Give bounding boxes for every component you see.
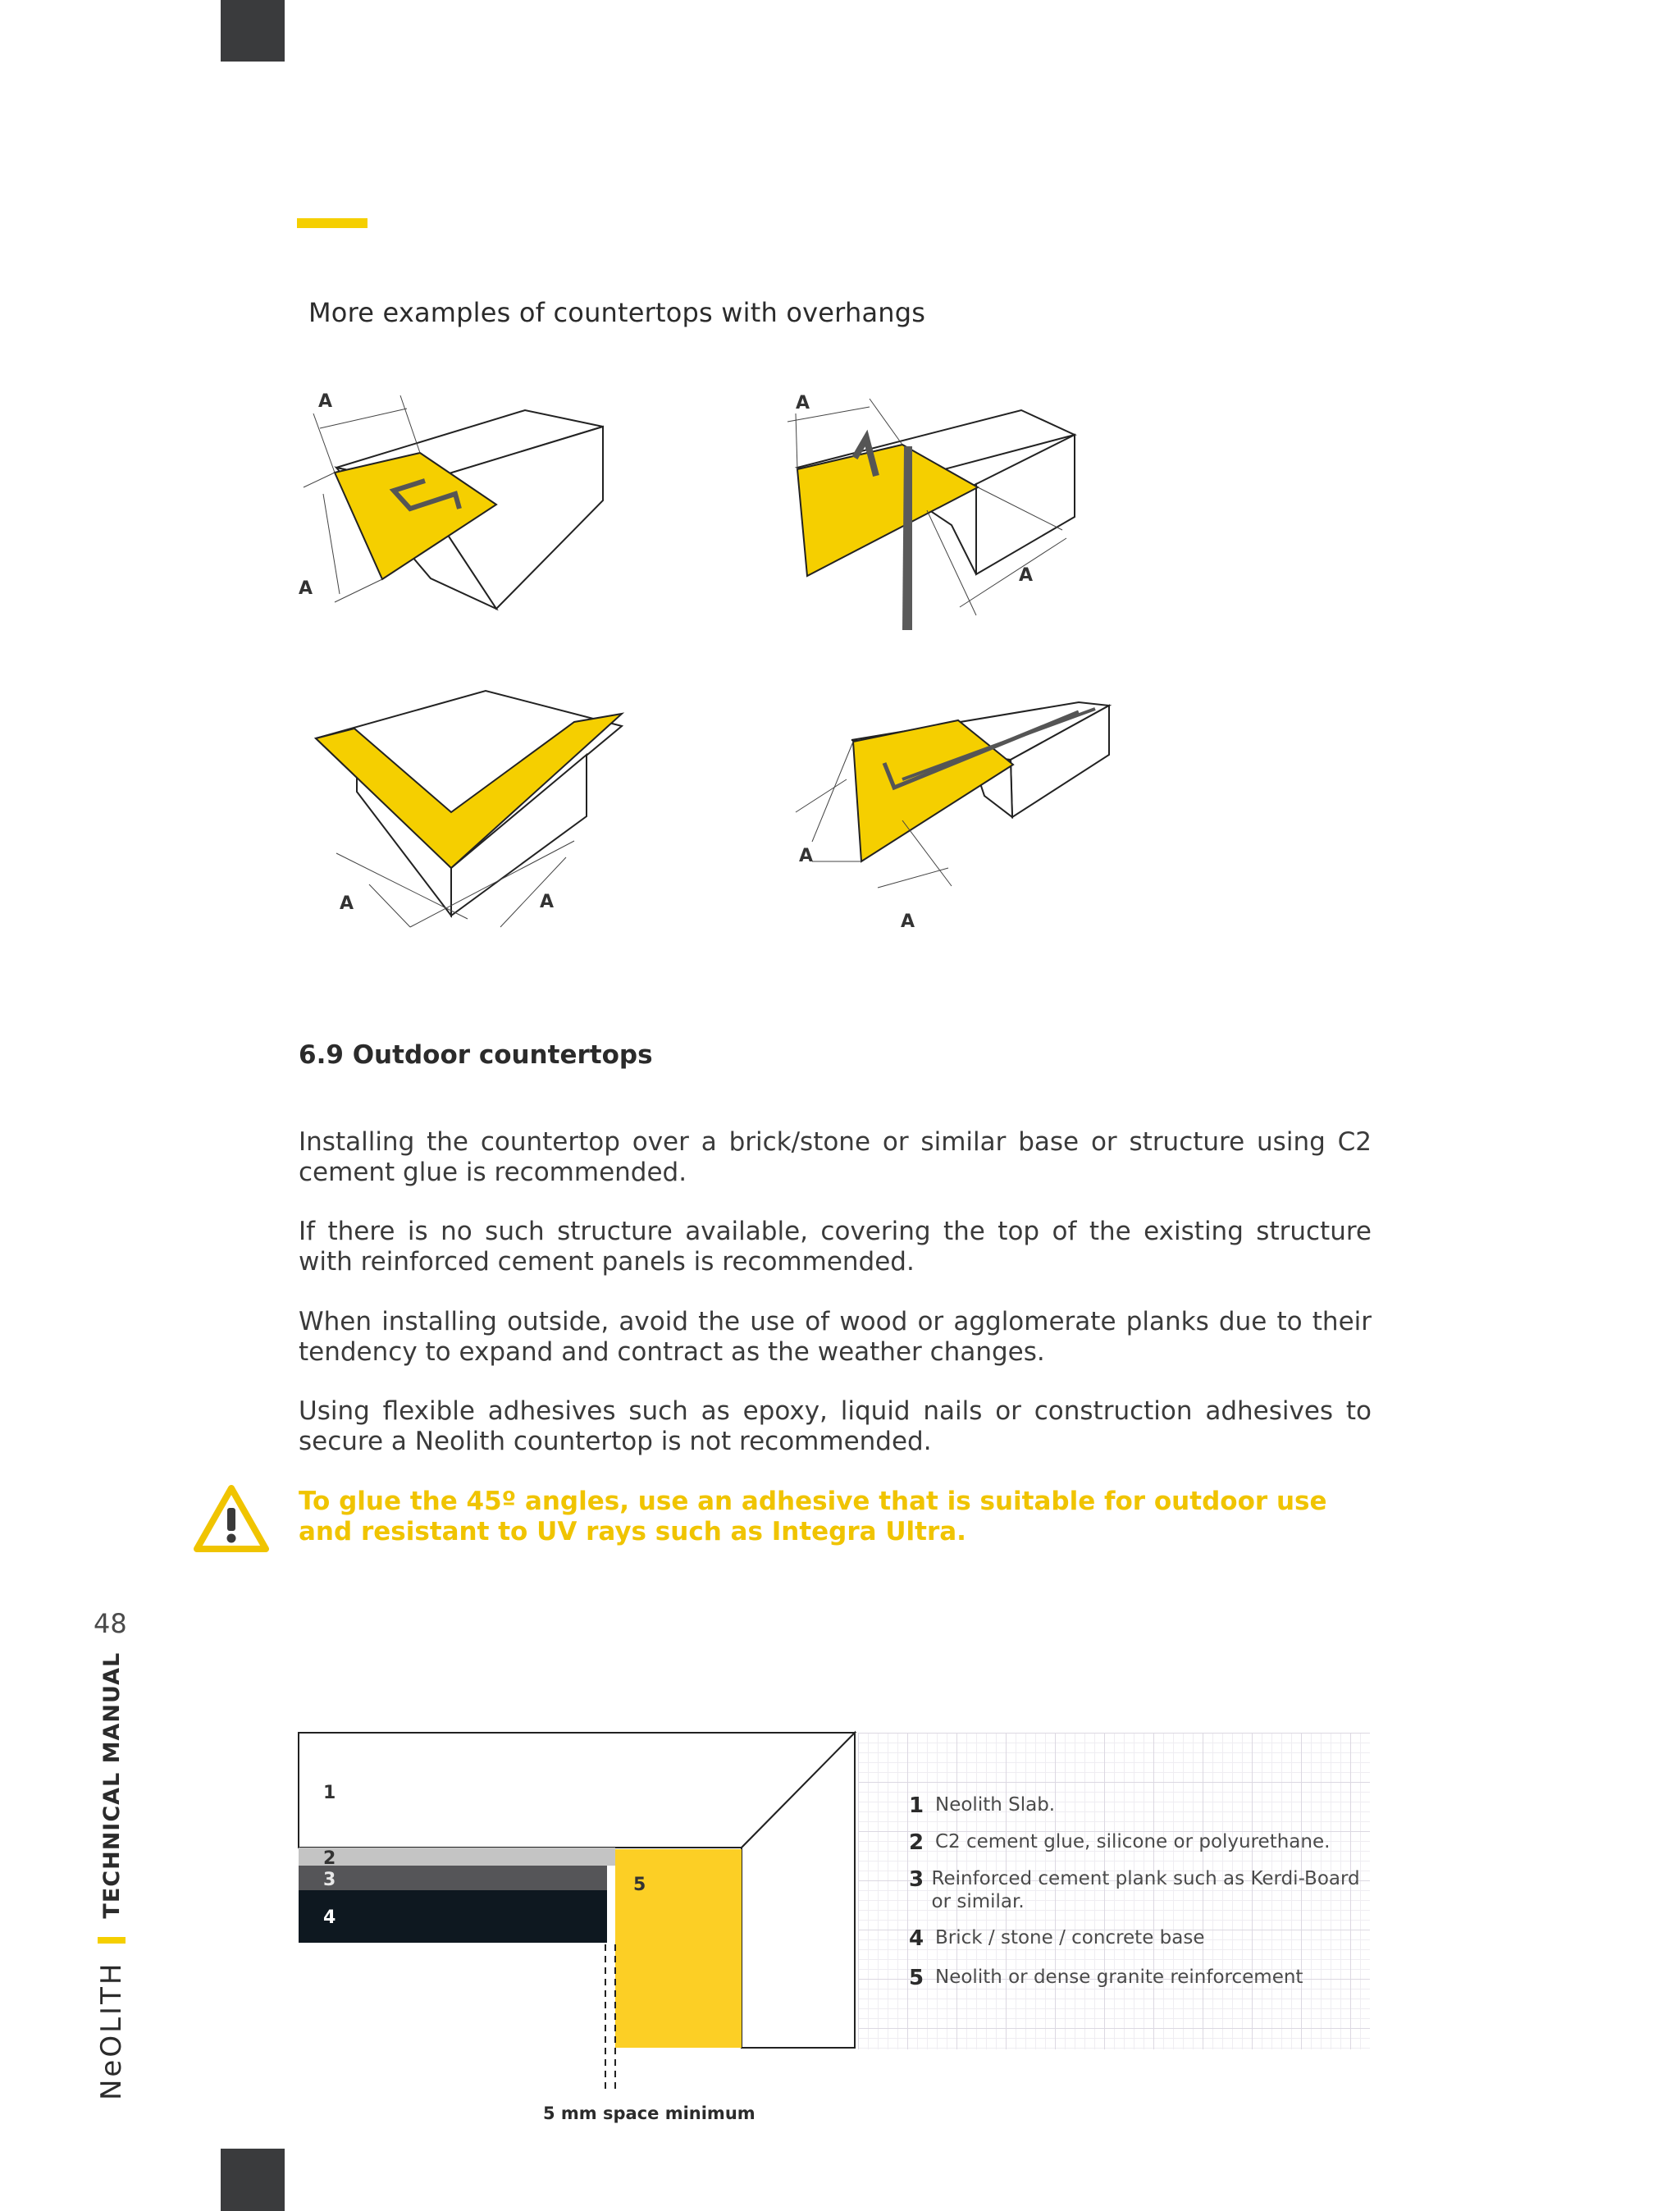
dim-label-a: A [299,578,313,599]
legend-item [909,1867,1385,1913]
legend-number: 2 [909,1830,924,1855]
legend-item [909,1966,1385,1990]
dim-label-a: A [1019,565,1034,586]
legend-text: C2 cement glue, silicone or polyurethane. [935,1831,1331,1852]
dim-label-a: A [540,892,555,912]
dim-label-a: A [340,893,354,914]
legend-number: 4 [909,1926,924,1951]
legend-number: 3 [909,1867,924,1892]
footer-branding [95,1641,128,2100]
space-label: 5 mm space minimum [543,2104,756,2123]
page-tab-top [221,0,285,62]
legend-text: Neolith Slab. [935,1794,1056,1816]
paragraph: Using flexible adhesives such as epoxy, liquid nails or construction adhesives to secure a Neolith countertop is not recommended. [299,1396,1372,1456]
legend-item [909,1830,1385,1855]
accent-bar [297,218,368,228]
paragraph: When installing outside, avoid the use of wood or agglomerate planks due to their tendency to expand and contract as the weather changes. [299,1307,1372,1367]
paragraph: If there is no such structure available, covering the top of the existing structure with reinforced cement panels is recommended. [299,1217,1372,1277]
layer-number: 3 [323,1870,336,1890]
layer-number: 1 [323,1783,336,1803]
cross-section-diagram [295,1723,861,2100]
legend-text: Brick / stone / concrete base [935,1927,1205,1948]
legend-item [909,1793,1385,1818]
layer-number: 2 [323,1848,336,1869]
warning-icon [192,1483,271,1554]
dim-label-a: A [799,846,814,866]
legend-item [909,1926,1385,1951]
dim-label-a: A [318,391,333,412]
dim-label-a: A [796,393,810,413]
legend-text: Reinforced cement plank such as Kerdi-Board or similar. [931,1868,1360,1912]
overhang-diagram-1 [295,386,640,624]
page-tab-bottom [221,2149,285,2211]
layer-number: 4 [323,1907,336,1928]
layer-number: 5 [633,1875,646,1895]
overhang-diagram-2 [771,386,1116,640]
legend-number: 1 [909,1793,924,1818]
paragraph: Installing the countertop over a brick/stone or similar base or structure using C2 cement glue is recommended. [299,1127,1372,1187]
section-subtitle: More examples of countertops with overhangs [308,297,926,328]
warning-text: To glue the 45º angles, use an adhesive that is suitable for outdoor use and resistant to UV rays such as Integra Ultra. [299,1487,1327,1546]
neolith-logo: NeOLITH [95,1961,128,2100]
section-title: 6.9 Outdoor countertops [299,1040,653,1070]
dim-label-a: A [901,911,915,932]
overhang-diagram-4 [788,689,1132,943]
page-number: 48 [94,1608,127,1639]
legend-number: 5 [909,1966,924,1990]
brand-separator [98,1937,126,1944]
legend-text: Neolith or dense granite reinforcement [935,1967,1303,1988]
manual-label: TECHNICAL MANUAL [98,1651,125,1919]
overhang-diagram-3 [304,681,632,935]
